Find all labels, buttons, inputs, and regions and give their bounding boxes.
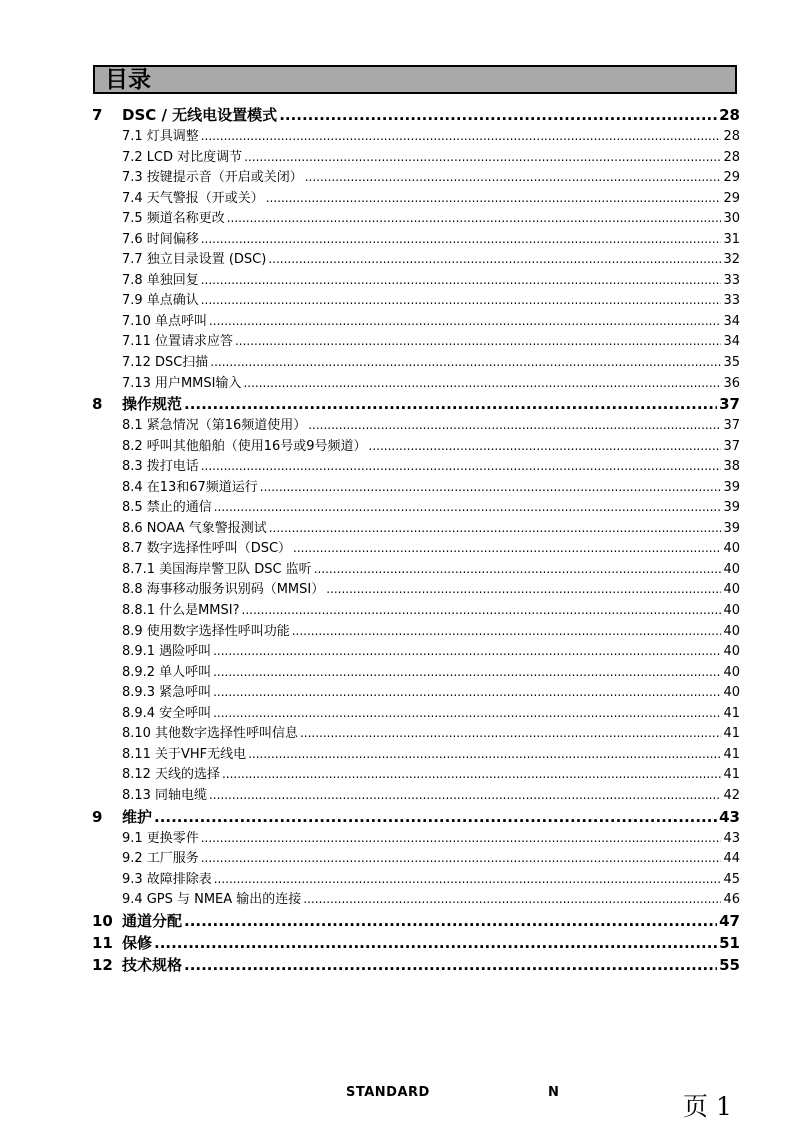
toc-section-entry[interactable] bbox=[92, 311, 740, 332]
toc-dot-leader bbox=[154, 806, 717, 828]
toc-chapter-entry[interactable] bbox=[92, 910, 740, 932]
toc-entry-number: 7.2 bbox=[122, 149, 143, 165]
toc-dot-leader bbox=[184, 910, 717, 932]
toc-entry-page: 45 bbox=[723, 871, 740, 887]
toc-entry-page: 40 bbox=[723, 582, 740, 598]
toc-entry-number: 7.8 bbox=[122, 272, 143, 288]
toc-dot-leader bbox=[260, 477, 722, 499]
toc-entry-title: 技术规格 bbox=[122, 955, 183, 974]
toc-section-entry[interactable] bbox=[92, 167, 740, 188]
toc-dot-leader bbox=[305, 167, 722, 189]
toc-dot-leader bbox=[314, 559, 722, 581]
toc-entry-title: 紧急呼叫 bbox=[159, 685, 212, 701]
toc-entry-page: 31 bbox=[723, 231, 740, 247]
toc-section-entry[interactable] bbox=[92, 436, 740, 457]
toc-entry-title: 保修 bbox=[122, 933, 153, 952]
toc-section-entry[interactable] bbox=[92, 249, 740, 270]
toc-entry-page: 29 bbox=[723, 190, 740, 206]
toc-dot-leader bbox=[244, 147, 721, 169]
toc-entry-page: 46 bbox=[723, 892, 740, 908]
toc-dot-leader bbox=[268, 249, 721, 271]
toc-dot-leader bbox=[213, 682, 721, 704]
toc-entry-title: 拨打电话 bbox=[146, 459, 199, 475]
toc-dot-leader bbox=[326, 579, 721, 601]
toc-entry-title: 单独回复 bbox=[146, 272, 199, 288]
toc-entry-number: 8.8 bbox=[122, 582, 143, 598]
toc-entry-number: 7.5 bbox=[122, 211, 143, 227]
toc-section-entry[interactable] bbox=[92, 889, 740, 910]
toc-section-entry[interactable] bbox=[92, 869, 740, 890]
toc-entry-number: 8.3 bbox=[122, 459, 143, 475]
toc-entry-number: 8.5 bbox=[122, 500, 143, 516]
toc-entry-title: 位置请求应答 bbox=[154, 334, 233, 350]
toc-entry-page: 32 bbox=[723, 252, 740, 268]
toc-entry-page: 40 bbox=[723, 685, 740, 701]
toc-dot-leader bbox=[300, 723, 721, 745]
toc-section-entry[interactable] bbox=[92, 785, 740, 806]
toc-entry-title: 天气警报（开或关） bbox=[146, 190, 264, 206]
toc-entry-number: 7.11 bbox=[122, 334, 151, 350]
toc-dot-leader bbox=[248, 744, 721, 766]
toc-section-entry[interactable] bbox=[92, 641, 740, 662]
toc-entry-number: 9.2 bbox=[122, 851, 143, 867]
toc-entry-title: 呼叫其他船舶（使用16号或9号频道） bbox=[146, 438, 367, 454]
toc-entry-page: 51 bbox=[719, 933, 740, 952]
toc-title-bar bbox=[93, 65, 737, 94]
toc-entry-page: 34 bbox=[723, 334, 740, 350]
toc-section-entry[interactable] bbox=[92, 188, 740, 209]
toc-entry-title: DSC扫描 bbox=[154, 355, 209, 371]
toc-entry-page: 44 bbox=[723, 851, 740, 867]
toc-entry-title: 时间偏移 bbox=[146, 231, 199, 247]
toc-section-entry[interactable] bbox=[92, 744, 740, 765]
toc-entry-page: 39 bbox=[723, 500, 740, 516]
toc-section-entry[interactable] bbox=[92, 518, 740, 539]
toc-dot-leader bbox=[209, 311, 721, 333]
toc-dot-leader bbox=[214, 497, 722, 519]
toc-entry-page: 43 bbox=[719, 807, 740, 826]
toc-dot-leader bbox=[308, 415, 721, 437]
toc-entry-number: 9 bbox=[92, 807, 103, 826]
footer-letter: N bbox=[548, 1085, 559, 1100]
toc-entry-title: 用户MMSI输入 bbox=[154, 375, 242, 391]
toc-dot-leader bbox=[213, 641, 721, 663]
toc-dot-leader bbox=[242, 600, 722, 622]
toc-entry-title: 通道分配 bbox=[122, 911, 183, 930]
toc-entry-title: 维护 bbox=[122, 807, 153, 826]
table-of-contents bbox=[92, 104, 740, 976]
toc-entry-number: 8.9.3 bbox=[122, 685, 156, 701]
toc-entry-number: 7.7 bbox=[122, 252, 143, 268]
toc-entry-title: 紧急情况（第16频道使用） bbox=[146, 418, 307, 434]
toc-dot-leader bbox=[235, 331, 721, 353]
toc-section-entry[interactable] bbox=[92, 723, 740, 744]
toc-entry-number: 7.4 bbox=[122, 190, 143, 206]
toc-dot-leader bbox=[184, 393, 717, 415]
toc-entry-number: 9.1 bbox=[122, 830, 143, 846]
toc-entry-page: 55 bbox=[719, 955, 740, 974]
toc-entry-number: 9.3 bbox=[122, 871, 143, 887]
toc-entry-title: 关于VHF无线电 bbox=[154, 746, 247, 762]
toc-entry-page: 40 bbox=[723, 541, 740, 557]
toc-dot-leader bbox=[222, 764, 721, 786]
toc-entry-title: 数字选择性呼叫（DSC） bbox=[146, 541, 292, 557]
toc-entry-number: 8.9.1 bbox=[122, 644, 156, 660]
toc-section-entry[interactable] bbox=[92, 682, 740, 703]
toc-section-entry[interactable] bbox=[92, 477, 740, 498]
toc-dot-leader bbox=[213, 703, 721, 725]
toc-entry-number: 8.9 bbox=[122, 623, 143, 639]
toc-entry-title: NOAA 气象警报测试 bbox=[146, 520, 267, 536]
toc-entry-title: 灯具调整 bbox=[146, 129, 199, 144]
toc-entry-page: 40 bbox=[723, 623, 740, 639]
toc-entry-page: 41 bbox=[723, 726, 740, 742]
toc-entry-number: 7.3 bbox=[122, 170, 143, 186]
toc-entry-number: 7 bbox=[92, 106, 103, 124]
toc-entry-title: GPS 与 NMEA 输出的连接 bbox=[146, 892, 302, 908]
toc-section-entry[interactable] bbox=[92, 662, 740, 683]
toc-chapter-entry[interactable] bbox=[92, 393, 740, 415]
toc-entry-page: 43 bbox=[723, 830, 740, 846]
toc-entry-title: 操作规范 bbox=[122, 395, 183, 414]
toc-entry-number: 8.4 bbox=[122, 479, 143, 495]
toc-entry-title: 频道名称更改 bbox=[146, 211, 225, 227]
toc-entry-title: 遇险呼叫 bbox=[159, 644, 212, 660]
toc-entry-number: 10 bbox=[92, 911, 113, 930]
toc-chapter-entry[interactable] bbox=[92, 954, 740, 976]
toc-entry-title: 天线的选择 bbox=[154, 767, 220, 783]
toc-entry-page: 42 bbox=[723, 787, 740, 803]
toc-entry-number: 7.10 bbox=[122, 313, 151, 329]
toc-section-entry[interactable] bbox=[92, 290, 740, 311]
toc-entry-page: 28 bbox=[723, 149, 740, 165]
toc-entry-number: 8.8.1 bbox=[122, 603, 156, 619]
toc-entry-number: 7.6 bbox=[122, 231, 143, 247]
toc-entry-number: 8.2 bbox=[122, 438, 143, 454]
toc-entry-title: 单点确认 bbox=[146, 293, 199, 309]
footer-page-number: 页 1 bbox=[683, 1092, 732, 1121]
toc-section-entry[interactable] bbox=[92, 126, 740, 147]
toc-entry-title: 海事移动服务识别码（MMSI） bbox=[146, 582, 325, 598]
toc-entry-number: 7.1 bbox=[122, 129, 143, 144]
toc-title: 目录 bbox=[105, 67, 151, 93]
toc-entry-number: 8.10 bbox=[122, 726, 151, 742]
toc-entry-title: 美国海岸警卫队 DSC 监听 bbox=[159, 561, 312, 577]
toc-dot-leader bbox=[369, 436, 722, 458]
toc-entry-title: 使用数字选择性呼叫功能 bbox=[146, 623, 290, 639]
toc-entry-page: 34 bbox=[723, 313, 740, 329]
toc-entry-title: 安全呼叫 bbox=[159, 705, 212, 721]
toc-entry-title: 同轴电缆 bbox=[154, 787, 207, 803]
toc-dot-leader bbox=[293, 538, 721, 560]
toc-entry-title: 禁止的通信 bbox=[146, 500, 212, 516]
toc-dot-leader bbox=[209, 785, 721, 807]
toc-entry-number: 8.9.4 bbox=[122, 705, 156, 721]
toc-entry-page: 40 bbox=[723, 644, 740, 660]
toc-entry-number: 8.13 bbox=[122, 787, 151, 803]
toc-chapter-entry[interactable] bbox=[92, 806, 740, 828]
toc-dot-leader bbox=[201, 126, 722, 148]
toc-entry-number: 8.11 bbox=[122, 746, 151, 762]
toc-dot-leader bbox=[227, 208, 722, 230]
toc-entry-title: 工厂服务 bbox=[146, 851, 199, 867]
toc-dot-leader bbox=[266, 188, 722, 210]
toc-section-entry[interactable] bbox=[92, 352, 740, 373]
toc-entry-page: 37 bbox=[719, 395, 740, 414]
toc-section-entry[interactable] bbox=[92, 828, 740, 849]
toc-entry-number: 8.7 bbox=[122, 541, 143, 557]
toc-entry-page: 33 bbox=[723, 272, 740, 288]
toc-entry-title: 其他数字选择性呼叫信息 bbox=[154, 726, 298, 742]
toc-entry-page: 41 bbox=[723, 746, 740, 762]
toc-dot-leader bbox=[201, 828, 722, 850]
toc-dot-leader bbox=[269, 518, 722, 540]
toc-entry-page: 41 bbox=[723, 705, 740, 721]
toc-entry-page: 28 bbox=[719, 106, 740, 124]
toc-section-entry[interactable] bbox=[92, 621, 740, 642]
toc-section-entry[interactable] bbox=[92, 229, 740, 250]
toc-entry-page: 28 bbox=[723, 129, 740, 144]
toc-entry-page: 39 bbox=[723, 520, 740, 536]
toc-entry-title: 独立目录设置 (DSC) bbox=[146, 252, 267, 268]
toc-section-entry[interactable] bbox=[92, 331, 740, 352]
toc-entry-page: 33 bbox=[723, 293, 740, 309]
toc-entry-number: 12 bbox=[92, 955, 113, 974]
toc-dot-leader bbox=[292, 621, 722, 643]
toc-section-entry[interactable] bbox=[92, 764, 740, 785]
toc-entry-page: 35 bbox=[723, 355, 740, 371]
toc-chapter-entry[interactable] bbox=[92, 104, 740, 126]
toc-entry-page: 39 bbox=[723, 479, 740, 495]
toc-dot-leader bbox=[243, 373, 721, 395]
toc-entry-number: 7.9 bbox=[122, 293, 143, 309]
toc-dot-leader bbox=[303, 889, 721, 911]
toc-section-entry[interactable] bbox=[92, 848, 740, 869]
toc-entry-number: 8.1 bbox=[122, 418, 143, 434]
footer-brand: STANDARD bbox=[346, 1085, 430, 1100]
toc-entry-title: 什么是MMSI? bbox=[159, 603, 240, 619]
toc-entry-title: 故障排除表 bbox=[146, 871, 212, 887]
toc-section-entry[interactable] bbox=[92, 208, 740, 229]
toc-section-entry[interactable] bbox=[92, 579, 740, 600]
toc-entry-page: 30 bbox=[723, 211, 740, 227]
toc-section-entry[interactable] bbox=[92, 703, 740, 724]
toc-entry-title: 按键提示音（开启或关闭） bbox=[146, 170, 303, 186]
toc-entry-number: 8.12 bbox=[122, 767, 151, 783]
toc-section-entry[interactable] bbox=[92, 600, 740, 621]
toc-section-entry[interactable] bbox=[92, 415, 740, 436]
toc-entry-page: 41 bbox=[723, 767, 740, 783]
toc-dot-leader bbox=[201, 270, 722, 292]
toc-entry-page: 40 bbox=[723, 664, 740, 680]
toc-entry-title: LCD 对比度调节 bbox=[146, 149, 243, 165]
toc-entry-number: 9.4 bbox=[122, 892, 143, 908]
toc-dot-leader bbox=[201, 848, 722, 870]
toc-section-entry[interactable] bbox=[92, 497, 740, 518]
toc-entry-number: 7.13 bbox=[122, 375, 151, 391]
toc-dot-leader bbox=[201, 290, 722, 312]
toc-section-entry[interactable] bbox=[92, 373, 740, 394]
toc-entry-title: 单点呼叫 bbox=[154, 313, 207, 329]
toc-entry-number: 8 bbox=[92, 395, 103, 414]
toc-section-entry[interactable] bbox=[92, 559, 740, 580]
toc-chapter-entry[interactable] bbox=[92, 932, 740, 954]
toc-entry-title: 在13和67频道运行 bbox=[146, 479, 258, 495]
toc-section-entry[interactable] bbox=[92, 456, 740, 477]
toc-entry-title: 更换零件 bbox=[146, 830, 199, 846]
toc-entry-page: 37 bbox=[723, 418, 740, 434]
toc-entry-page: 47 bbox=[719, 911, 740, 930]
toc-entry-number: 8.6 bbox=[122, 520, 143, 536]
toc-entry-page: 40 bbox=[723, 603, 740, 619]
toc-section-entry[interactable] bbox=[92, 270, 740, 291]
toc-dot-leader bbox=[201, 456, 722, 478]
toc-entry-page: 38 bbox=[723, 459, 740, 475]
toc-entry-page: 36 bbox=[723, 375, 740, 391]
toc-dot-leader bbox=[154, 932, 717, 954]
toc-entry-number: 11 bbox=[92, 933, 113, 952]
toc-entry-page: 37 bbox=[723, 438, 740, 454]
toc-section-entry[interactable] bbox=[92, 538, 740, 559]
toc-dot-leader bbox=[184, 954, 717, 976]
toc-dot-leader bbox=[201, 229, 722, 251]
toc-entry-number: 8.9.2 bbox=[122, 664, 156, 680]
toc-entry-number: 8.7.1 bbox=[122, 561, 156, 577]
toc-entry-number: 7.12 bbox=[122, 355, 151, 371]
toc-dot-leader bbox=[214, 869, 722, 891]
toc-dot-leader bbox=[213, 662, 721, 684]
toc-dot-leader bbox=[279, 104, 717, 126]
toc-entry-title: DSC / 无线电设置模式 bbox=[122, 106, 278, 124]
toc-section-entry[interactable] bbox=[92, 147, 740, 168]
toc-entry-page: 29 bbox=[723, 170, 740, 186]
toc-dot-leader bbox=[210, 352, 721, 374]
toc-entry-title: 单人呼叫 bbox=[159, 664, 212, 680]
toc-entry-page: 40 bbox=[723, 561, 740, 577]
